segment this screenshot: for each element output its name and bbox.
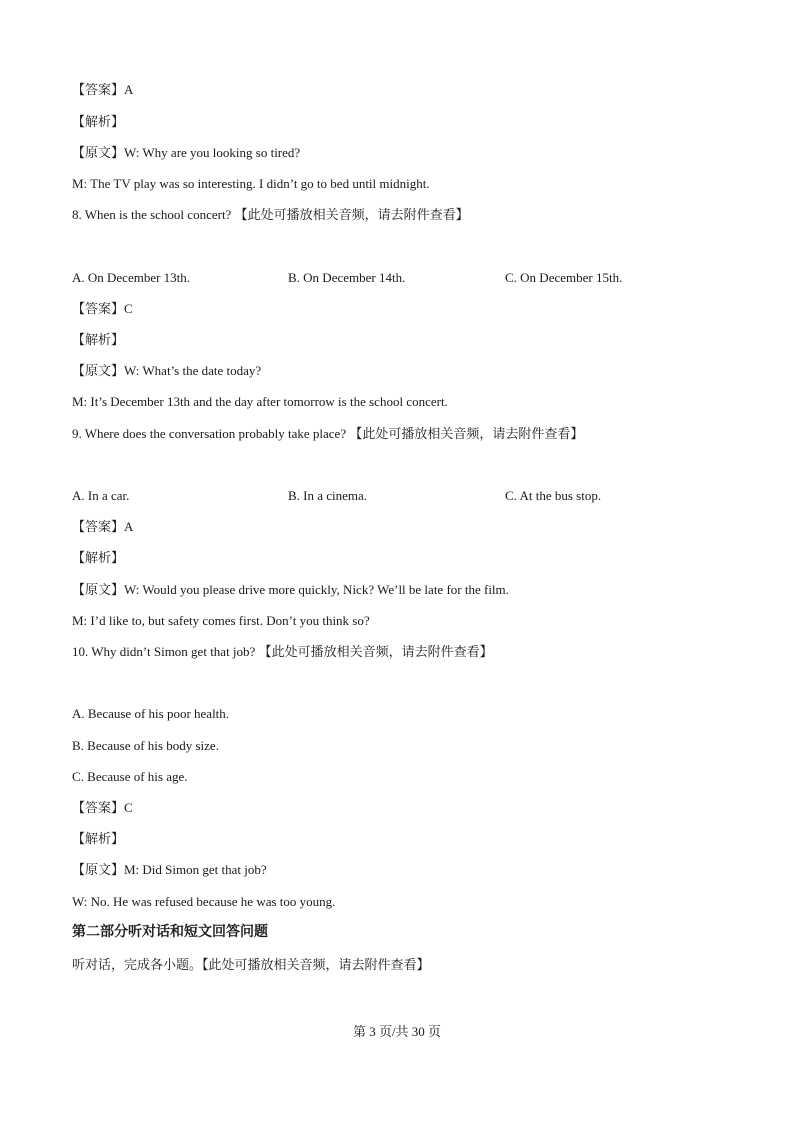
q9-question: 9. Where does the conversation probably take place? 【此处可播放相关音频，请去附件查看】	[72, 426, 584, 441]
q10-question: 10. Why didn’t Simon get that job? 【此处可播放相关音频，请去附件查看】	[72, 644, 493, 659]
q10-option-b: B. Because of his body size.	[72, 738, 219, 753]
q7-transcript-m: M: The TV play was so interesting. I didn’t go to bed until midnight.	[72, 176, 430, 191]
q10-analysis-label: 【解析】	[72, 831, 125, 846]
q8-analysis-label: 【解析】	[72, 332, 125, 347]
part2-instruction: 听对话，完成各小题。【此处可播放相关音频，请去附件查看】	[72, 957, 430, 972]
q8-transcript-m: M: It’s December 13th and the day after tomorrow is the school concert.	[72, 394, 448, 409]
q9-transcript-m: M: I’d like to, but safety comes first. Don’t you think so?	[72, 613, 370, 628]
q9-option-c: C. At the bus stop.	[505, 488, 602, 503]
q7-answer: 【答案】A	[72, 82, 134, 97]
q8-transcript-w: 【原文】W: What’s the date today?	[72, 363, 262, 378]
q8-question: 8. When is the school concert? 【此处可播放相关音频，请去附件查看】	[72, 207, 469, 222]
q9-transcript-w: 【原文】W: Would you please drive more quickly, Nick? We’ll be late for the film.	[72, 582, 509, 597]
q9-option-b: B. In a cinema.	[288, 488, 368, 503]
q8-option-b: B. On December 14th.	[288, 270, 406, 285]
q8-option-a: A. On December 13th.	[72, 270, 191, 285]
q9-analysis-label: 【解析】	[72, 550, 125, 565]
q10-option-a: A. Because of his poor health.	[72, 706, 230, 721]
q10-transcript-w: W: No. He was refused because he was too young.	[72, 894, 336, 909]
q10-transcript-m: 【原文】M: Did Simon get that job?	[72, 862, 267, 877]
part2-title: 第二部分听对话和短文回答问题	[72, 925, 268, 940]
q9-answer: 【答案】A	[72, 519, 134, 534]
q8-option-c: C. On December 15th.	[505, 270, 623, 285]
q7-analysis-label: 【解析】	[72, 114, 125, 129]
page-number-footer: 第 3 页/共 30 页	[352, 1024, 442, 1039]
q7-transcript-w: 【原文】W: Why are you looking so tired?	[72, 145, 301, 160]
q10-option-c: C. Because of his age.	[72, 769, 188, 784]
q10-answer: 【答案】C	[72, 800, 133, 815]
q8-answer: 【答案】C	[72, 301, 133, 316]
q9-option-a: A. In a car.	[72, 488, 130, 503]
